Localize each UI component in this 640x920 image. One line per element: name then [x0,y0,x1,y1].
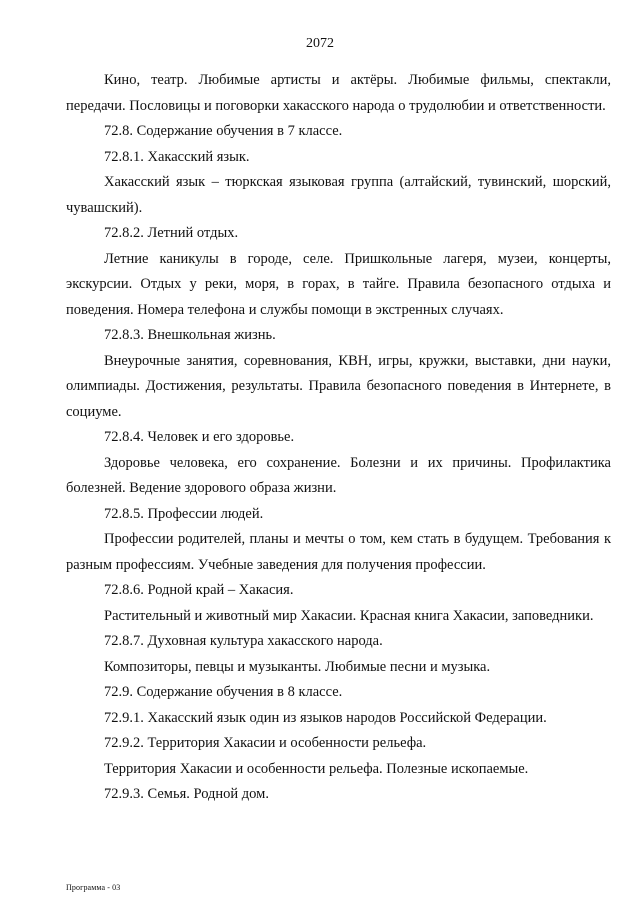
paragraph: Здоровье человека, его сохранение. Болезни и их причины. Профилактика болезней. Ведение здорового образа жизни. [66,454,611,496]
subsection-heading: 72.9.2. Территория Хакасии и особенности рельефа. [104,735,427,751]
subsection-heading: 72.8.5. Профессии людей. [104,505,264,522]
subsection-heading: 72.8.6. Родной край – Хакасия. [104,582,294,598]
paragraph: Композиторы, певцы и музыканты. Любимые песни и музыка. [104,658,491,675]
paragraph: Профессии родителей, планы и мечты о том, кем стать в будущем. Требования к разным профессиям. Учебные заведения для получения профессии. [66,531,611,573]
section-heading: 72.9. Содержание обучения в 8 классе. [104,684,343,700]
subsection-heading: 72.8.4. Человек и его здоровье. [104,429,295,445]
paragraph: Внеурочные занятия, соревнования, КВН, игры, кружки, выставки, дни науки, олимпиады. Достижения, результаты. Правила безопасного поведения в Интернете, в социуме. [66,352,611,420]
document-body [66,68,611,808]
subsection-heading: 72.9.3. Семья. Родной дом. [104,786,269,802]
paragraph: Растительный и животный мир Хакасии. Красная книга Хакасии, заповедники. [104,607,594,624]
subsection-heading: 72.8.3. Внешкольная жизнь. [104,327,276,343]
section-heading: 72.8. Содержание обучения в 7 классе. [104,123,343,139]
paragraph: Летние каникулы в городе, селе. Пришкольные лагеря, музеи, концерты, экскурсии. Отдых у реки, моря, в горах, в тайге. Правила безопасного отдыха и поведения. Номера телефона и службы помощи в экстренных случаях. [66,250,611,318]
paragraph: Территория Хакасии и особенности рельефа. Полезные ископаемые. [104,760,529,777]
paragraph: Хакасский язык – тюркская языковая группа (алтайский, тувинский, шорский, чувашский). [66,174,611,216]
paragraph: Кино, театр. Любимые артисты и актёры. Любимые фильмы, спектакли, передачи. Пословицы и поговорки хакасского народа о трудолюбии и ответственности. [66,72,611,114]
footer-label: Программа - 03 [66,883,121,892]
subsection-heading: 72.8.1. Хакасский язык. [104,148,250,165]
subsection-heading: 72.8.2. Летний отдых. [104,225,239,241]
subsection-heading: 72.8.7. Духовная культура хакасского народа. [104,633,383,649]
page-number: 2072 [306,36,334,51]
subsection-heading: 72.9.1. Хакасский язык один из языков народов Российской Федерации. [104,709,547,726]
